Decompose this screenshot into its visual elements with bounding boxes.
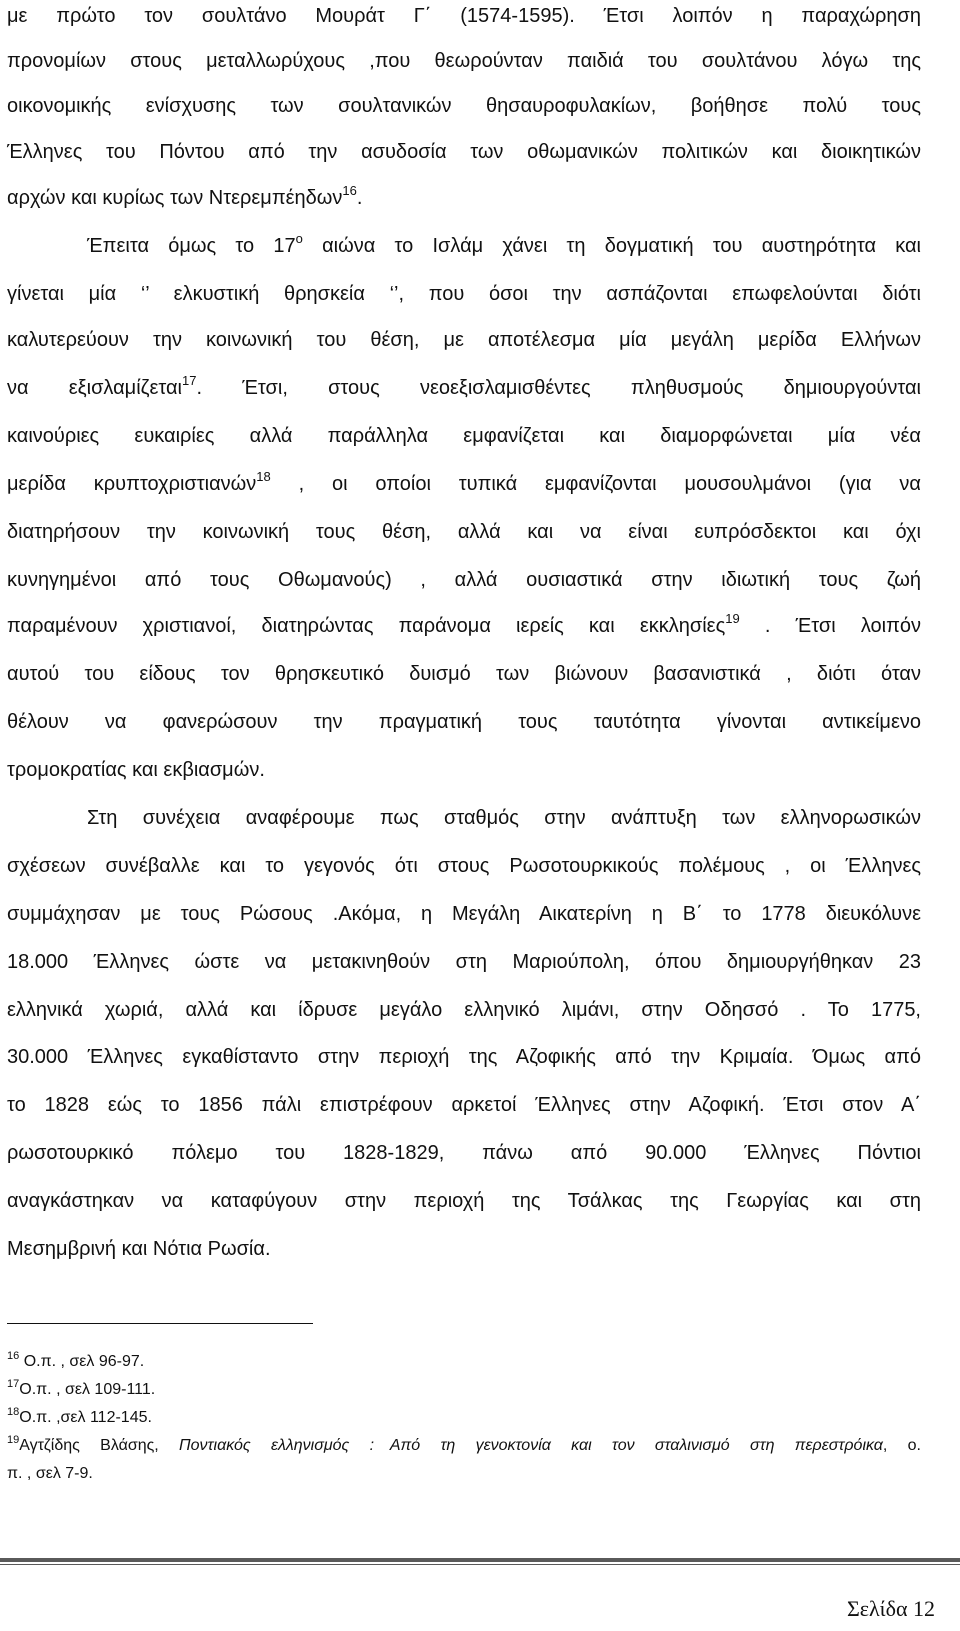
text-line — [7, 185, 921, 211]
footnote-ref[interactable]: 17 — [182, 373, 197, 388]
footnote — [7, 1436, 921, 1456]
text-line: Μεσημβρινή και Νότια Ρωσία. — [7, 1238, 271, 1260]
text-line — [7, 471, 921, 497]
text-line: προνομίων στους μεταλλωρύχους ,που θεωρούνταν παιδιά του σουλτάνου λόγω της — [7, 50, 921, 72]
text-line: το 1828 εώς το 1856 πάλι επιστρέφουν αρκετοί Έλληνες στην Αζοφική. Έτσι στον Α΄ — [7, 1094, 921, 1116]
text-line: με πρώτο τον σουλτάνο Μουράτ Γ΄ (1574-1595). Έτσι λοιπόν η παραχώρηση — [7, 5, 921, 27]
footnote-text: Ο.π. ,σελ 112-145. — [19, 1409, 152, 1426]
footnote-text: Ο.π. , σελ 109-111. — [19, 1381, 156, 1398]
text-line: ρωσοτουρκικό πόλεμο του 1828-1829, πάνω από 90.000 Έλληνες Πόντιοι — [7, 1142, 921, 1164]
footnote-text: , ο. — [882, 1437, 921, 1454]
text-line: καινούριες ευκαιρίες αλλά παράλληλα εμφανίζεται και διαμορφώνεται μία νέα — [7, 425, 921, 447]
text-line: σχέσεων συνέβαλλε και το γεγονός ότι στους Ρωσοτουρκικούς πολέμους , οι Έλληνες — [7, 855, 921, 877]
text-line: Στη συνέχεια αναφέρουμε πως σταθμός στην ανάπτυξη των ελληνορωσικών — [87, 807, 921, 829]
text-line: διατηρήσουν την κοινωνική τους θέση, αλλά και να είναι ευπρόσδεκτοι και όχι — [7, 521, 921, 543]
footnote — [7, 1380, 921, 1400]
text-line: αναγκάστηκαν να καταφύγουν στην περιοχή της Τσάλκας της Γεωργίας και στη — [7, 1190, 921, 1212]
footer-rule-thin — [0, 1564, 960, 1565]
text-span: παραμένουν χριστιανοί, διατηρώντας παράνομα ιερείς και εκκλησίες — [7, 615, 726, 637]
text-line: 18.000 Έλληνες ώστε να μετακινηθούν στη Μαριούπολη, όπου δημιουργήθηκαν 23 — [7, 951, 921, 973]
footer-rule — [0, 1558, 960, 1562]
text-line: οικονομικής ενίσχυσης των σουλτανικών θησαυροφυλακίων, βοήθησε πολύ τους — [7, 95, 921, 117]
text-span: . Έτσι, στους νεοεξισλαμισθέντες πληθυσμούς δημιουργούνται — [196, 377, 921, 399]
text-line — [7, 233, 921, 259]
text-span: . — [356, 187, 363, 209]
text-span: να εξισλαμίζεται — [7, 377, 183, 399]
footnote-separator — [7, 1323, 313, 1324]
text-line: κυνηγημένοι από τους Οθωμανούς) , αλλά ουσιαστικά στην ιδιωτική τους ζωή — [7, 569, 921, 591]
text-line: θέλουν να φανερώσουν την πραγματική τους ταυτότητα γίνονται αντικείμενο — [7, 711, 921, 733]
text-line — [7, 375, 921, 401]
text-span: Έπειτα όμως το 17 — [87, 235, 296, 257]
footnote-ref[interactable]: 18 — [256, 469, 271, 484]
footnote-number: 16 — [7, 1350, 20, 1362]
footnote — [7, 1408, 921, 1428]
text-span: μερίδα κρυπτοχριστιανών — [7, 473, 257, 495]
text-span: , οι οποίοι τυπικά εμφανίζονται μουσουλμάνοι (για να — [270, 473, 921, 495]
footnote-number: 19 — [7, 1434, 20, 1446]
footnote-author: Αγτζίδης Βλάσης, — [19, 1437, 180, 1454]
footnote-ref[interactable]: 16 — [342, 183, 357, 198]
text-line: Έλληνες του Πόντου από την ασυδοσία των οθωμανικών πολιτικών και διοικητικών — [7, 141, 921, 163]
footnote-ref[interactable]: 19 — [725, 611, 740, 626]
text-line: αυτού του είδους τον θρησκευτικό δυισμό των βιώνουν βασανιστικά , διότι όταν — [7, 663, 921, 685]
text-line: συμμάχησαν με τους Ρώσους .Ακόμα, η Μεγάλη Αικατερίνη η Β΄ το 1778 διευκόλυνε — [7, 903, 921, 925]
ordinal-superscript: ο — [295, 231, 303, 246]
text-span: αρχών και κυρίως των Ντερεμπέηδων — [7, 187, 343, 209]
footnote — [7, 1352, 921, 1372]
footnote-number: 17 — [7, 1378, 20, 1390]
text-line: γίνεται μία ‘’ ελκυστική θρησκεία ‘’, που όσοι την ασπάζονται επωφελούνται διότι — [7, 283, 921, 305]
footnote-number: 18 — [7, 1406, 20, 1418]
footnote-book-title: Ποντιακός ελληνισμός Από τη γενοκτονία και τον σταλινισμό στη περεστρόικα — [179, 1437, 883, 1454]
page-number: Σελίδα 12 — [846, 1596, 935, 1621]
text-line: 30.000 Έλληνες εγκαθίσταντο στην περιοχή της Αζοφικής από την Κριμαία. Όμως από — [7, 1046, 921, 1068]
footnote-continuation: π. , σελ 7-9. — [7, 1465, 93, 1482]
text-line: ελληνικά χωριά, αλλά και ίδρυσε μεγάλο ελληνικό λιμάνι, στην Οδησσό . Το 1775, — [7, 999, 921, 1021]
text-line: τρομοκρατίας και εκβιασμών. — [7, 759, 265, 781]
text-span: αιώνα το Ισλάμ χάνει τη δογματική του αυστηρότητα και — [302, 235, 921, 257]
text-span: . Έτσι λοιπόν — [739, 615, 922, 637]
footnote-text: Ο.π. , σελ 96-97. — [19, 1353, 145, 1370]
text-line — [7, 613, 921, 639]
text-line: καλυτερεύουν την κοινωνική του θέση, με αποτέλεσμα μία μεγάλη μερίδα Ελλήνων — [7, 329, 921, 351]
